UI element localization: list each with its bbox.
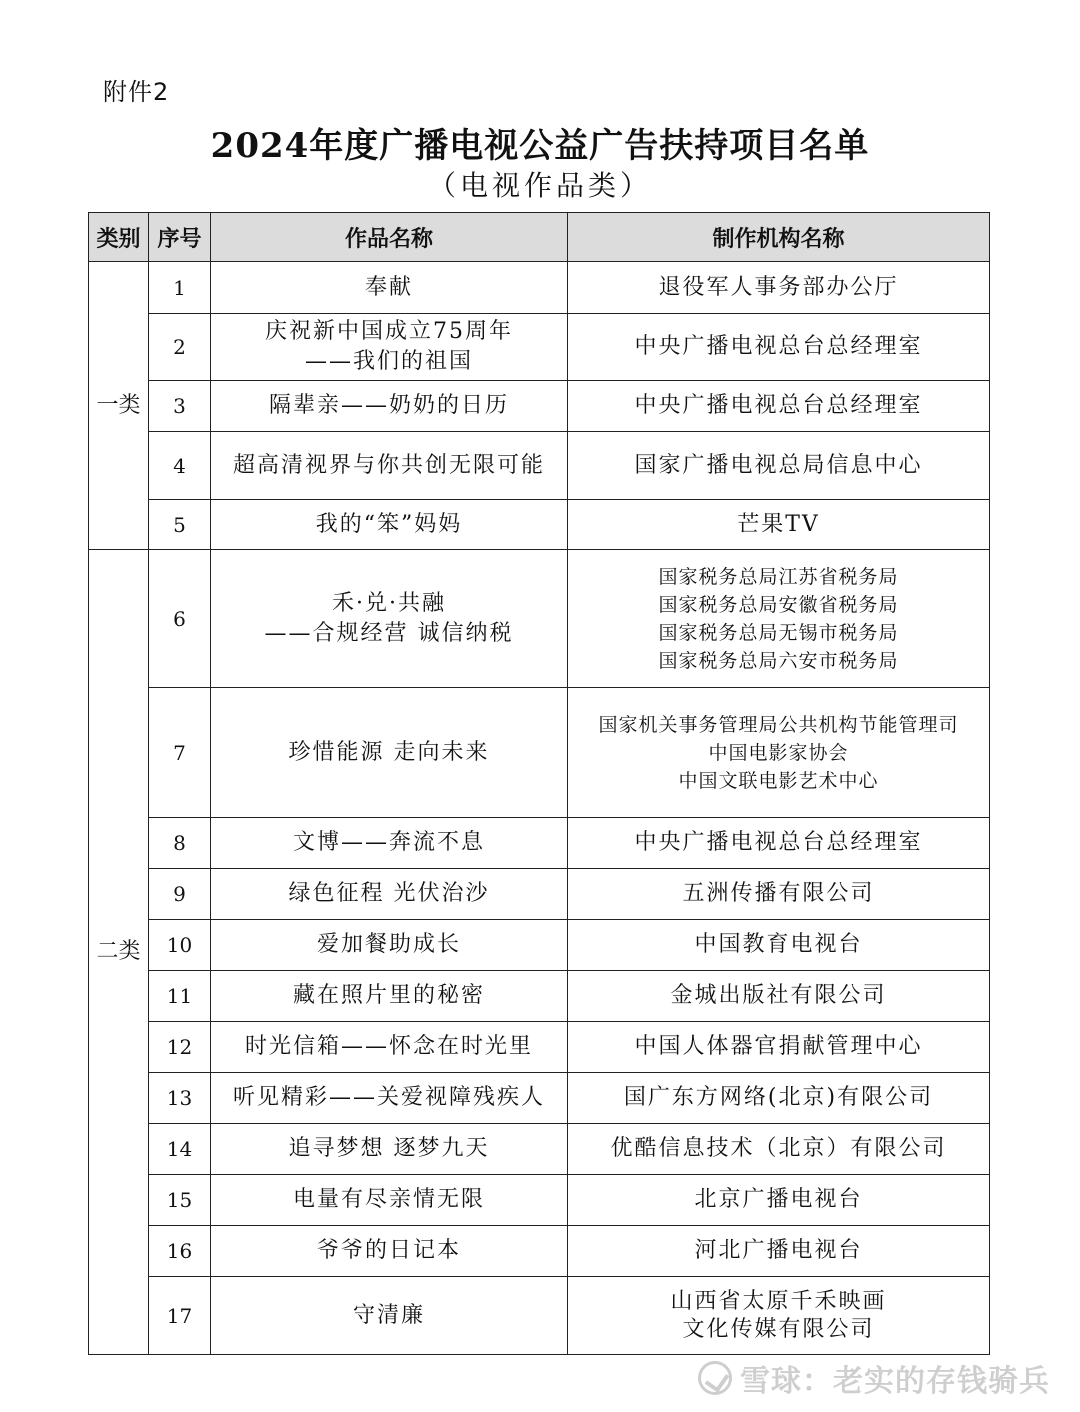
work-name-cell: [211, 818, 568, 869]
work-name-cell: [211, 1124, 568, 1175]
watermark: [698, 1356, 1050, 1400]
work-name-cell: [211, 1073, 568, 1124]
work-name-line: 隔辈亲——奶奶的日历: [268, 393, 509, 418]
row-number: 15: [149, 1175, 211, 1226]
organization-cell: [568, 381, 990, 432]
header-category: 类别: [89, 213, 149, 262]
organization-line: 中央广播电视总台总经理室: [634, 830, 923, 855]
organization-line: 中国电影家协会: [708, 741, 849, 764]
organization-cell: [568, 550, 990, 688]
work-name-line: 时光信箱——怀念在时光里: [244, 1034, 533, 1059]
organization-line: 中央广播电视总台总经理室: [634, 334, 923, 359]
work-name-cell: [211, 920, 568, 971]
row-number: 1: [149, 262, 211, 314]
organization-line: 中国教育电视台: [694, 932, 863, 957]
attachment-label: 附件2: [103, 78, 170, 106]
work-name-line: 追寻梦想 逐梦九天: [288, 1136, 490, 1161]
work-name-line: 爷爷的日记本: [316, 1238, 461, 1263]
row-number: 4: [149, 432, 211, 500]
table-row: [89, 262, 990, 314]
organization-cell: [568, 688, 990, 818]
row-number: 14: [149, 1124, 211, 1175]
work-name-line: 藏在照片里的秘密: [292, 983, 485, 1008]
table-row: [89, 432, 990, 500]
organization-line: 中国文联电影艺术中心: [678, 769, 879, 792]
snowball-logo-icon: [698, 1361, 732, 1395]
watermark-text: 雪球：老实的存钱骑兵: [740, 1364, 1050, 1399]
organization-cell: [568, 1277, 990, 1355]
work-name-line: 爱加餐助成长: [316, 932, 461, 957]
row-number: 12: [149, 1022, 211, 1073]
work-name-cell: [211, 550, 568, 688]
table-row: [89, 500, 990, 550]
organization-line: 五洲传播有限公司: [682, 881, 875, 906]
table-row: [89, 818, 990, 869]
row-number: 10: [149, 920, 211, 971]
work-name-cell: [211, 688, 568, 818]
organization-line: 国家税务总局六安市税务局: [658, 649, 899, 672]
work-name-line: 绿色征程 光伏治沙: [288, 881, 490, 906]
work-name-cell: [211, 1022, 568, 1073]
work-name-line: 奉献: [364, 274, 413, 300]
work-name-line: 听见精彩——关爱视障残疾人: [232, 1085, 545, 1110]
organization-cell: [568, 971, 990, 1022]
organization-cell: [568, 920, 990, 971]
work-name-cell: [211, 1226, 568, 1277]
organization-cell: [568, 1124, 990, 1175]
table-row: [89, 314, 990, 381]
work-name-cell: [211, 432, 568, 500]
work-name-cell: [211, 500, 568, 550]
table-body: [89, 262, 990, 1355]
organization-cell: [568, 314, 990, 381]
row-number: 8: [149, 818, 211, 869]
table-row: [89, 920, 990, 971]
header-number: 序号: [149, 213, 211, 262]
work-name-cell: [211, 314, 568, 381]
work-name-line: 守清廉: [352, 1302, 425, 1328]
table-header-row: [89, 213, 990, 262]
category-cell-class-1: 一类: [89, 262, 149, 550]
table-row: [89, 550, 990, 688]
work-name-cell: [211, 1277, 568, 1355]
organization-line: 芒果TV: [737, 511, 820, 537]
organization-line: 山西省太原千禾映画: [670, 1288, 887, 1314]
organization-line: 国家税务总局江苏省税务局: [658, 565, 899, 588]
table-row: [89, 869, 990, 920]
row-number: 17: [149, 1277, 211, 1355]
row-number: 2: [149, 314, 211, 381]
organization-line: 退役军人事务部办公厅: [658, 274, 899, 300]
row-number: 13: [149, 1073, 211, 1124]
organization-cell: [568, 500, 990, 550]
organization-line: 中国人体器官捐献管理中心: [634, 1034, 923, 1059]
table-row: [89, 1073, 990, 1124]
row-number: 6: [149, 550, 211, 688]
table-row: [89, 1226, 990, 1277]
work-name-cell: [211, 262, 568, 314]
organization-cell: [568, 869, 990, 920]
organization-line: 国家税务总局安徽省税务局: [658, 593, 899, 616]
work-name-cell: [211, 1175, 568, 1226]
organization-cell: [568, 432, 990, 500]
document-title: 2024年度广播电视公益广告扶持项目名单: [210, 126, 870, 166]
work-name-line: ——我们的祖国: [304, 349, 473, 374]
organization-line: 中央广播电视总台总经理室: [634, 393, 923, 418]
row-number: 5: [149, 500, 211, 550]
work-name-cell: [211, 971, 568, 1022]
row-number: 9: [149, 869, 211, 920]
table-row: [89, 971, 990, 1022]
header-organization: 制作机构名称: [568, 213, 990, 262]
work-name-line: 文博——奔流不息: [292, 830, 485, 855]
category-cell-class-2: 二类: [89, 550, 149, 1355]
organization-cell: [568, 1073, 990, 1124]
document-subtitle: （电视作品类）: [427, 169, 652, 202]
header-work-name: 作品名称: [211, 213, 568, 262]
row-number: 11: [149, 971, 211, 1022]
organization-line: 国家机关事务管理局公共机构节能管理司: [598, 713, 959, 736]
table-row: [89, 688, 990, 818]
table-row: [89, 1022, 990, 1073]
work-name-line: 我的“笨”妈妈: [315, 511, 463, 537]
work-name-cell: [211, 869, 568, 920]
organization-cell: [568, 1022, 990, 1073]
organization-line: 国家税务总局无锡市税务局: [658, 621, 899, 644]
work-name-line: 禾·兑·共融: [332, 590, 446, 616]
organization-cell: [568, 818, 990, 869]
table-row: [89, 1175, 990, 1226]
work-name-line: ——合规经营 诚信纳税: [264, 620, 514, 646]
organization-cell: [568, 262, 990, 314]
organization-line: 国家广播电视总局信息中心: [634, 452, 923, 478]
row-number: 3: [149, 381, 211, 432]
organization-cell: [568, 1226, 990, 1277]
organization-cell: [568, 1175, 990, 1226]
organization-line: 北京广播电视台: [694, 1187, 863, 1212]
organization-line: 国广东方网络(北京)有限公司: [623, 1085, 934, 1110]
table-row: [89, 1277, 990, 1355]
project-table: [88, 212, 990, 1355]
organization-line: 优酷信息技术（北京）有限公司: [610, 1136, 947, 1161]
organization-line: 河北广播电视台: [694, 1238, 863, 1263]
work-name-line: 珍惜能源 走向未来: [288, 739, 490, 765]
table-row: [89, 1124, 990, 1175]
work-name-line: 庆祝新中国成立75周年: [265, 319, 513, 344]
table-row: [89, 381, 990, 432]
work-name-line: 超高清视界与你共创无限可能: [232, 452, 545, 478]
work-name-cell: [211, 381, 568, 432]
work-name-line: 电量有尽亲情无限: [292, 1187, 485, 1212]
row-number: 7: [149, 688, 211, 818]
organization-line: 金城出版社有限公司: [670, 983, 887, 1008]
row-number: 16: [149, 1226, 211, 1277]
organization-line: 文化传媒有限公司: [682, 1316, 875, 1342]
